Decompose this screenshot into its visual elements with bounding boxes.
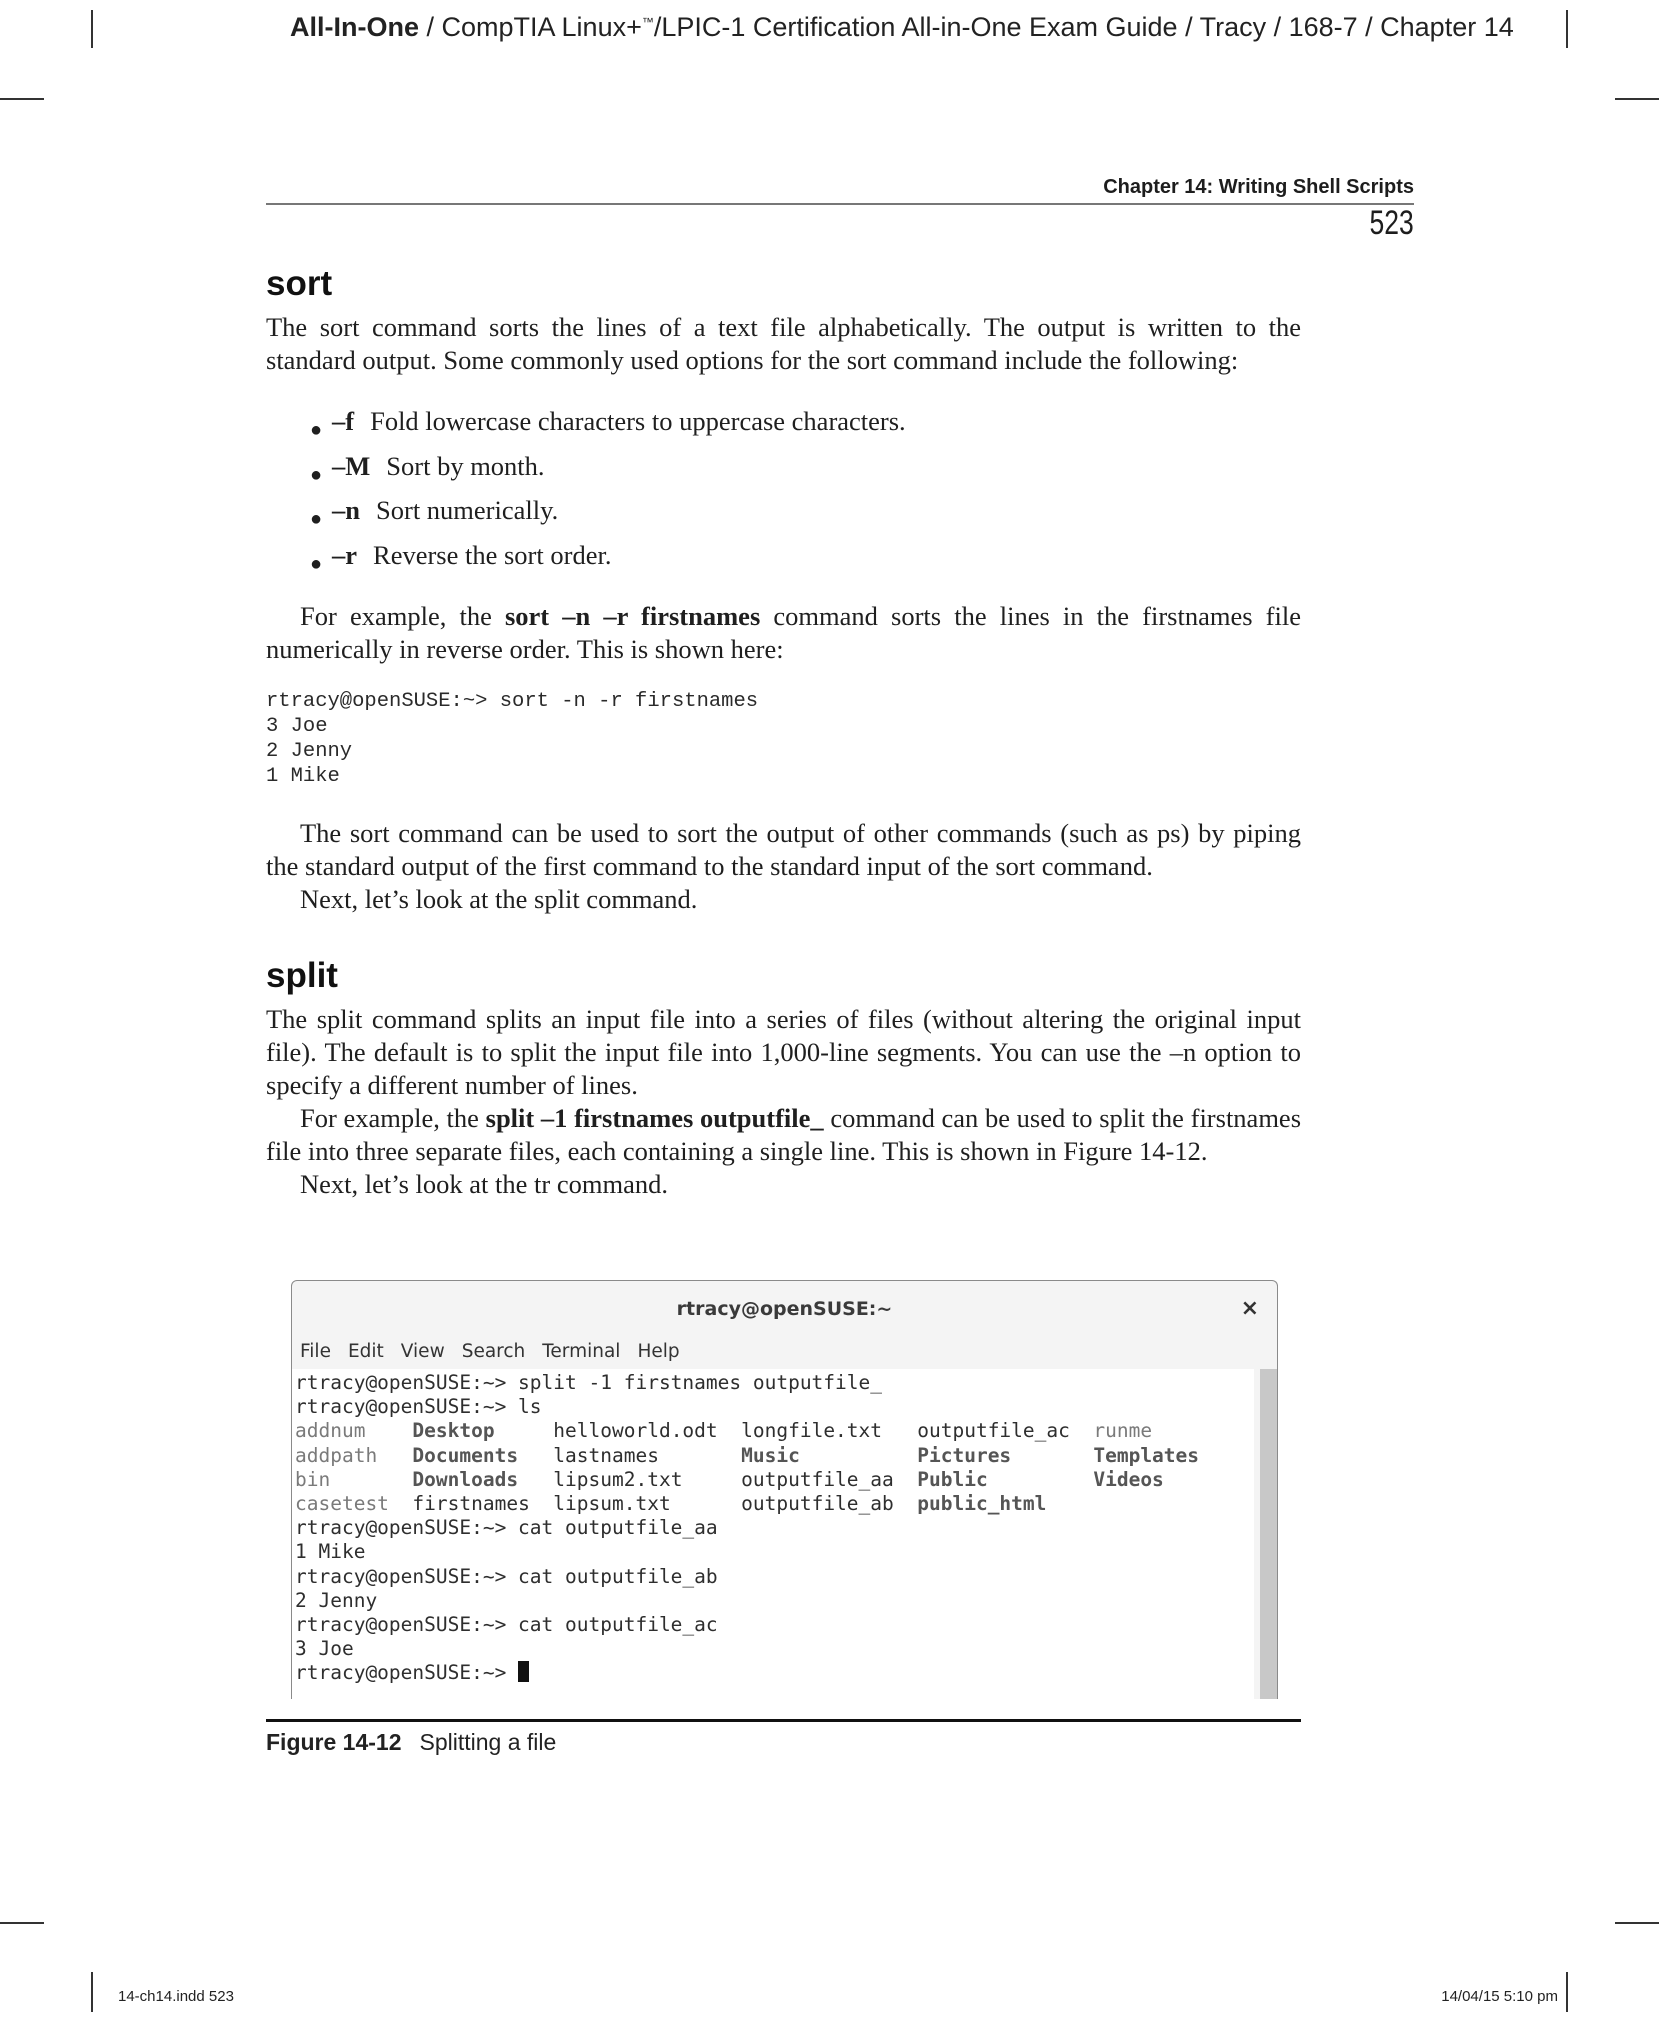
page-number: 523 [1369, 204, 1414, 242]
running-head-title: / CompTIA Linux+ [419, 12, 642, 42]
ls-entry: Public [917, 1467, 1094, 1491]
ls-entry: firstnames [412, 1492, 554, 1516]
split-heading: split [266, 956, 338, 995]
ls-output [295, 1419, 1199, 1515]
option-flag: –M [332, 450, 371, 481]
sort-options-list [310, 404, 906, 582]
text-run: For example, the [300, 1103, 486, 1133]
bullet-icon: ● [310, 463, 323, 486]
bullet-icon: ● [310, 419, 323, 441]
ls-entry: lipsum2.txt [553, 1467, 742, 1491]
terminal-line: rtracy@openSUSE:~> ls [295, 1395, 542, 1419]
terminal-line: rtracy@openSUSE:~> cat outputfile_ac [295, 1613, 718, 1637]
option-item [310, 404, 906, 449]
option-desc: Sort numerically. [376, 495, 559, 525]
menu-help[interactable]: Help [637, 1341, 680, 1362]
menu-edit[interactable]: Edit [347, 1341, 384, 1362]
ls-entry: Templates [1093, 1443, 1200, 1467]
ls-entry: helloworld.odt [553, 1419, 742, 1443]
terminal-menubar [292, 1335, 1277, 1369]
terminal-line: rtracy@openSUSE:~> split -1 firstnames outputfile_ [295, 1371, 882, 1394]
running-head-brand: All-In-One [290, 12, 419, 42]
text-run: command can be used to split the firstnames file into three separate files, each containing a single line. This is shown in Figure 14-12. [266, 1103, 1302, 1166]
ls-entry: Pictures [917, 1443, 1094, 1467]
sort-code-listing: rtracy@openSUSE:~> sort -n -r firstnames 3 Joe 2 Jenny 1 Mike [266, 690, 759, 788]
crop-mark [0, 98, 44, 100]
crop-mark [0, 1922, 44, 1924]
option-flag: –n [332, 495, 360, 525]
option-desc: Reverse the sort order. [373, 539, 612, 570]
ls-entry: outputfile_ac [917, 1419, 1094, 1443]
terminal-line: 2 Jenny [295, 1588, 378, 1612]
crop-mark [1615, 98, 1659, 100]
figure-caption-text: Splitting a file [419, 1729, 557, 1755]
option-desc: Sort by month. [386, 450, 545, 481]
menu-file[interactable]: File [300, 1341, 331, 1362]
option-flag: –r [332, 539, 358, 570]
ls-entry: runme [1093, 1419, 1153, 1443]
ls-entry: addnum [295, 1419, 413, 1443]
crop-mark [1615, 1922, 1659, 1924]
ls-entry: lastnames [553, 1443, 742, 1467]
sort-heading: sort [266, 264, 333, 303]
text-run: For example, the [300, 601, 505, 631]
crop-mark [91, 10, 93, 48]
ls-entry: public_html [917, 1492, 1094, 1516]
figure-label: Figure 14-12 [266, 1729, 402, 1755]
ls-entry: casetest [295, 1492, 413, 1516]
terminal-line: rtracy@openSUSE:~> cat outputfile_ab [295, 1564, 718, 1588]
ls-entry: outputfile_ab [741, 1492, 918, 1516]
chapter-header: Chapter 14: Writing Shell Scripts [1103, 176, 1414, 198]
split-intro: The split command splits an input file into a series of files (without altering the original input file). The default is to split the input file into 1,000-line segments. You can use the –n option to specify a different number of lines. [266, 1004, 1301, 1100]
terminal-title: rtracy@openSUSE:~ [676, 1298, 893, 1320]
terminal-line: 3 Joe [295, 1637, 354, 1661]
ls-entry: Videos [1093, 1467, 1164, 1491]
option-desc: Fold lowercase characters to uppercase characters. [370, 406, 906, 436]
ls-entry: Documents [412, 1443, 554, 1467]
terminal-titlebar [292, 1281, 1277, 1335]
terminal-window [291, 1280, 1278, 1699]
crop-mark [91, 1972, 93, 2012]
ls-entry: addpath [295, 1443, 413, 1467]
running-head [290, 12, 1570, 43]
bullet-icon: ● [310, 508, 323, 530]
option-flag: –f [332, 406, 355, 436]
terminal-screen[interactable] [292, 1369, 1254, 1699]
sort-intro: The sort command sorts the lines of a text file alphabetically. The output is written to the standard output. Some commonly used options for the sort command include the following: [266, 312, 1301, 375]
terminal-line: rtracy@openSUSE:~> cat outputfile_aa [295, 1516, 718, 1540]
inline-command: split –1 firstnames outputfile_ [485, 1103, 824, 1133]
figure-caption [266, 1729, 556, 1756]
ls-entry: Downloads [412, 1467, 554, 1491]
crop-mark [1566, 1972, 1568, 2012]
sort-next-paragraph: Next, let’s look at the split command. [300, 884, 698, 914]
trademark-symbol: ™ [641, 15, 654, 29]
ls-entry: bin [295, 1467, 413, 1491]
split-next-paragraph: Next, let’s look at the tr command. [300, 1169, 668, 1199]
ls-entry: Music [741, 1443, 918, 1467]
ls-entry: Desktop [412, 1419, 554, 1443]
sort-example-paragraph [266, 600, 1301, 666]
ls-entry: outputfile_aa [741, 1467, 918, 1491]
slug-right: 14/04/15 5:10 pm [1441, 1988, 1558, 2005]
ls-entry: longfile.txt [741, 1419, 918, 1443]
terminal-line: 1 Mike [295, 1540, 366, 1564]
cursor [518, 1661, 529, 1682]
running-head-details: /LPIC-1 Certification All-in-One Exam Guide / Tracy / 168-7 / Chapter 14 [653, 12, 1514, 42]
header-rule [266, 203, 1414, 205]
option-item [310, 493, 906, 538]
close-icon[interactable]: × [1240, 1296, 1259, 1321]
sort-pipe-paragraph: The sort command can be used to sort the output of other commands (such as ps) by piping the standard output of the first command to the standard input of the sort command. [266, 818, 1301, 881]
ls-entry: lipsum.txt [553, 1492, 742, 1516]
terminal-prompt: rtracy@openSUSE:~> [295, 1661, 519, 1685]
figure-rule [266, 1719, 1301, 1722]
option-item [310, 538, 906, 583]
bullet-icon: ● [310, 552, 323, 575]
split-example-paragraph [266, 1102, 1301, 1168]
terminal-scrollbar[interactable] [1260, 1369, 1277, 1699]
menu-search[interactable]: Search [461, 1341, 526, 1362]
text-run: command sorts the lines in the firstnames file numerically in reverse order. This is shown here: [266, 601, 1301, 664]
menu-view[interactable]: View [400, 1341, 445, 1362]
inline-command: sort –n –r firstnames [504, 601, 761, 631]
option-item [310, 449, 906, 494]
slug-left: 14-ch14.indd 523 [118, 1988, 234, 2005]
menu-terminal[interactable]: Terminal [542, 1341, 621, 1362]
